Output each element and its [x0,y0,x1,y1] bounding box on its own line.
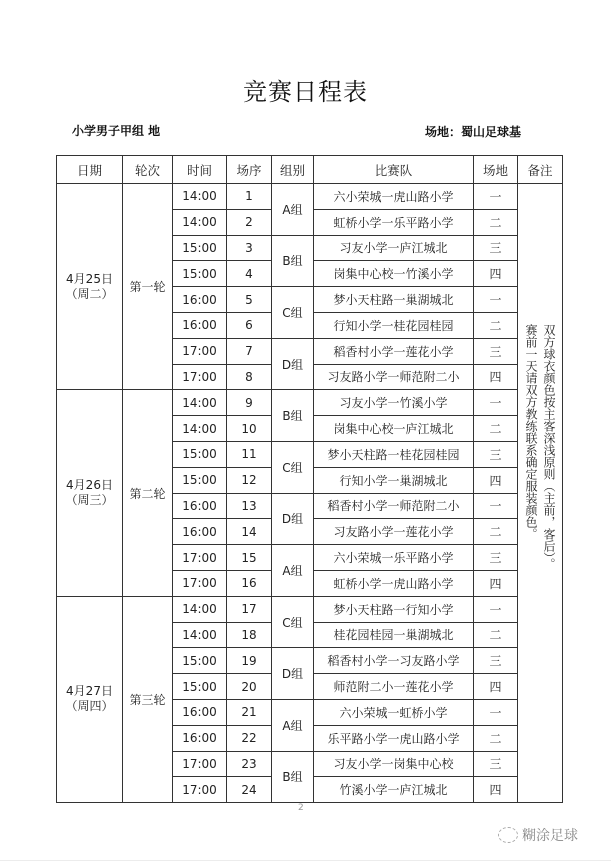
teams-cell: 梦小天柱路一桂花园桂园 [314,441,474,467]
date-cell: 4月26日（周三） [57,390,123,596]
field-cell: 四 [474,570,518,596]
field-cell: 一 [474,596,518,622]
field-cell: 四 [474,261,518,287]
field-cell: 四 [474,674,518,700]
teams-cell: 稻香村小学一习友路小学 [314,648,474,674]
group-cell: D组 [272,648,314,700]
time-cell: 16:00 [173,287,227,313]
venue-label: 场地：蜀山足球基 [425,125,522,139]
teams-cell: 岗集中心校一竹溪小学 [314,261,474,287]
teams-cell: 稻香村小学一莲花小学 [314,338,474,364]
column-header: 时间 [173,156,227,184]
teams-cell: 桂花园桂园一巢湖城北 [314,622,474,648]
seq-cell: 8 [227,364,272,390]
field-cell: 一 [474,699,518,725]
table-row [57,596,563,622]
field-cell: 二 [474,519,518,545]
group-cell: A组 [272,699,314,751]
group-cell: B组 [272,235,314,287]
teams-cell: 六小荣城一乐平路小学 [314,545,474,571]
teams-cell: 六小荣城一虹桥小学 [314,699,474,725]
seq-cell: 15 [227,545,272,571]
table-row [57,390,563,416]
round-cell: 第二轮 [123,390,173,596]
seq-cell: 4 [227,261,272,287]
seq-cell: 10 [227,416,272,442]
time-cell: 16:00 [173,725,227,751]
seq-cell: 2 [227,209,272,235]
seq-cell: 3 [227,235,272,261]
group-cell: C组 [272,287,314,339]
seq-cell: 19 [227,648,272,674]
group-cell: C组 [272,596,314,648]
date-cell: 4月25日（周二） [57,184,123,390]
group-cell: B组 [272,390,314,442]
time-cell: 16:00 [173,519,227,545]
time-cell: 16:00 [173,312,227,338]
seq-cell: 7 [227,338,272,364]
field-cell: 二 [474,725,518,751]
time-cell: 15:00 [173,441,227,467]
group-cell: B组 [272,751,314,803]
column-header: 场序 [227,156,272,184]
time-cell: 17:00 [173,751,227,777]
seq-cell: 21 [227,699,272,725]
field-cell: 三 [474,441,518,467]
field-cell: 四 [474,777,518,803]
field-cell: 三 [474,545,518,571]
teams-cell: 行知小学一桂花园桂园 [314,312,474,338]
time-cell: 14:00 [173,622,227,648]
teams-cell: 习友小学一庐江城北 [314,235,474,261]
seq-cell: 18 [227,622,272,648]
seq-cell: 16 [227,570,272,596]
teams-cell: 岗集中心校一庐江城北 [314,416,474,442]
field-cell: 二 [474,312,518,338]
column-header: 组别 [272,156,314,184]
date-cell: 4月27日（周四） [57,596,123,802]
seq-cell: 13 [227,493,272,519]
seq-cell: 14 [227,519,272,545]
watermark-text: 糊涂足球 [522,828,578,844]
teams-cell: 师范附二小一莲花小学 [314,674,474,700]
teams-cell: 行知小学一巢湖城北 [314,467,474,493]
field-cell: 一 [474,390,518,416]
field-cell: 一 [474,493,518,519]
teams-cell: 六小荣城一虎山路小学 [314,184,474,210]
page-title: 竞赛日程表 [243,78,368,106]
field-cell: 三 [474,338,518,364]
seq-cell: 12 [227,467,272,493]
group-cell: A组 [272,184,314,236]
time-cell: 15:00 [173,674,227,700]
time-cell: 14:00 [173,184,227,210]
time-cell: 15:00 [173,261,227,287]
time-cell: 14:00 [173,416,227,442]
column-header: 备注 [518,156,563,184]
seq-cell: 9 [227,390,272,416]
time-cell: 17:00 [173,545,227,571]
time-cell: 15:00 [173,648,227,674]
time-cell: 17:00 [173,777,227,803]
teams-cell: 梦小天柱路一行知小学 [314,596,474,622]
group-cell: D组 [272,338,314,390]
teams-cell: 习友路小学一师范附二小 [314,364,474,390]
header-row [57,156,563,184]
field-cell: 三 [474,648,518,674]
time-cell: 16:00 [173,493,227,519]
time-cell: 16:00 [173,699,227,725]
field-cell: 二 [474,622,518,648]
seq-cell: 1 [227,184,272,210]
time-cell: 15:00 [173,467,227,493]
divider [0,860,611,861]
field-cell: 一 [474,287,518,313]
column-header: 轮次 [123,156,173,184]
time-cell: 15:00 [173,235,227,261]
page-number: 2 [298,803,304,813]
seq-cell: 11 [227,441,272,467]
teams-cell: 习友小学一竹溪小学 [314,390,474,416]
time-cell: 17:00 [173,570,227,596]
group-label: 小学男子甲组 地 [72,124,161,138]
teams-cell: 稻香村小学一师范附二小 [314,493,474,519]
seq-cell: 17 [227,596,272,622]
group-cell: C组 [272,441,314,493]
column-header: 场地 [474,156,518,184]
table-row [57,184,563,210]
field-cell: 四 [474,467,518,493]
teams-cell: 虹桥小学一乐平路小学 [314,209,474,235]
field-cell: 二 [474,209,518,235]
note-cell [518,184,563,803]
field-cell: 一 [474,184,518,210]
time-cell: 14:00 [173,596,227,622]
field-cell: 三 [474,235,518,261]
group-cell: D组 [272,493,314,545]
field-cell: 二 [474,416,518,442]
time-cell: 14:00 [173,390,227,416]
schedule-body [57,184,563,803]
teams-cell: 习友小学一岗集中心校 [314,751,474,777]
seq-cell: 20 [227,674,272,700]
time-cell: 14:00 [173,209,227,235]
watermark [498,825,578,845]
field-cell: 三 [474,751,518,777]
note-text: 双方球衣颜色按主客深浅原则（主前，客后）。赛前一天请双方教练联系确定服装颜色。 [524,324,556,570]
seq-cell: 24 [227,777,272,803]
seq-cell: 6 [227,312,272,338]
teams-cell: 乐平路小学一虎山路小学 [314,725,474,751]
teams-cell: 习友路小学一莲花小学 [314,519,474,545]
round-cell: 第一轮 [123,184,173,390]
field-cell: 四 [474,364,518,390]
wechat-icon [498,827,518,843]
round-cell: 第三轮 [123,596,173,802]
column-header: 日期 [57,156,123,184]
schedule-table [56,155,563,803]
group-cell: A组 [272,545,314,597]
teams-cell: 梦小天柱路一巢湖城北 [314,287,474,313]
teams-cell: 虹桥小学一虎山路小学 [314,570,474,596]
seq-cell: 5 [227,287,272,313]
column-header: 比赛队 [314,156,474,184]
teams-cell: 竹溪小学一庐江城北 [314,777,474,803]
time-cell: 17:00 [173,364,227,390]
seq-cell: 23 [227,751,272,777]
time-cell: 17:00 [173,338,227,364]
seq-cell: 22 [227,725,272,751]
